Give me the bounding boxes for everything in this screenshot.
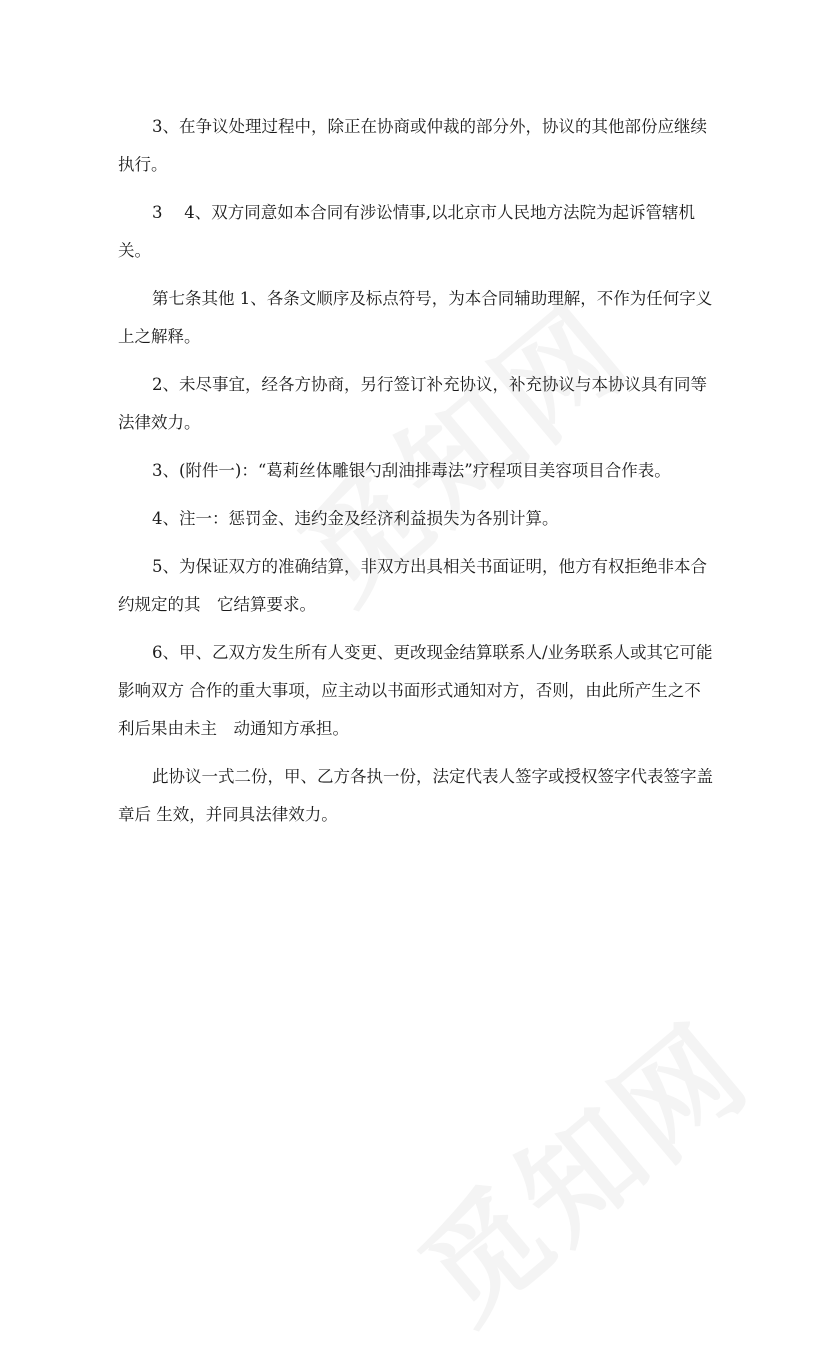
watermark bbox=[379, 979, 779, 1353]
paragraph: 6、甲、乙双方发生所有人变更、更改现金结算联系人/业务联系人或其它可能影响双方 合作的重大事项，应主动以书面形式通知对方，否则，由此所产生之不利后果由未主 动通知方承担。 bbox=[118, 643, 713, 738]
paragraph: 3、在争议处理过程中，除正在协商或仲裁的部分外，协议的其他部份应继续执行。 bbox=[118, 117, 707, 174]
paragraph: 第七条其他 1、各条文顺序及标点符号，为本合同辅助理解，不作为任何字义上之解释。 bbox=[118, 289, 713, 346]
paragraph: 2、未尽事宜，经各方协商，另行签订补充协议，补充协议与本协议具有同等法律效力。 bbox=[118, 375, 707, 432]
paragraph: 5、为保证双方的准确结算，非双方出具相关书面证明，他方有权拒绝非本合约规定的其 它结算要求。 bbox=[118, 557, 707, 614]
paragraph: 此协议一式二份，甲、乙方各执一份，法定代表人签字或授权签字代表签字盖章后 生效，并同具法律效力。 bbox=[118, 767, 713, 824]
paragraph: 3、(附件一)：“葛莉丝体雕银勺刮油排毒法”疗程项目美容项目合作表。 bbox=[152, 461, 671, 480]
document-body bbox=[118, 108, 713, 844]
paragraph: 4、注一：惩罚金、违约金及经济利益损失为各别计算。 bbox=[152, 509, 559, 528]
paragraph: 3 4、双方同意如本合同有涉讼情事,以北京市人民地方法院为起诉管辖机关。 bbox=[118, 203, 695, 260]
